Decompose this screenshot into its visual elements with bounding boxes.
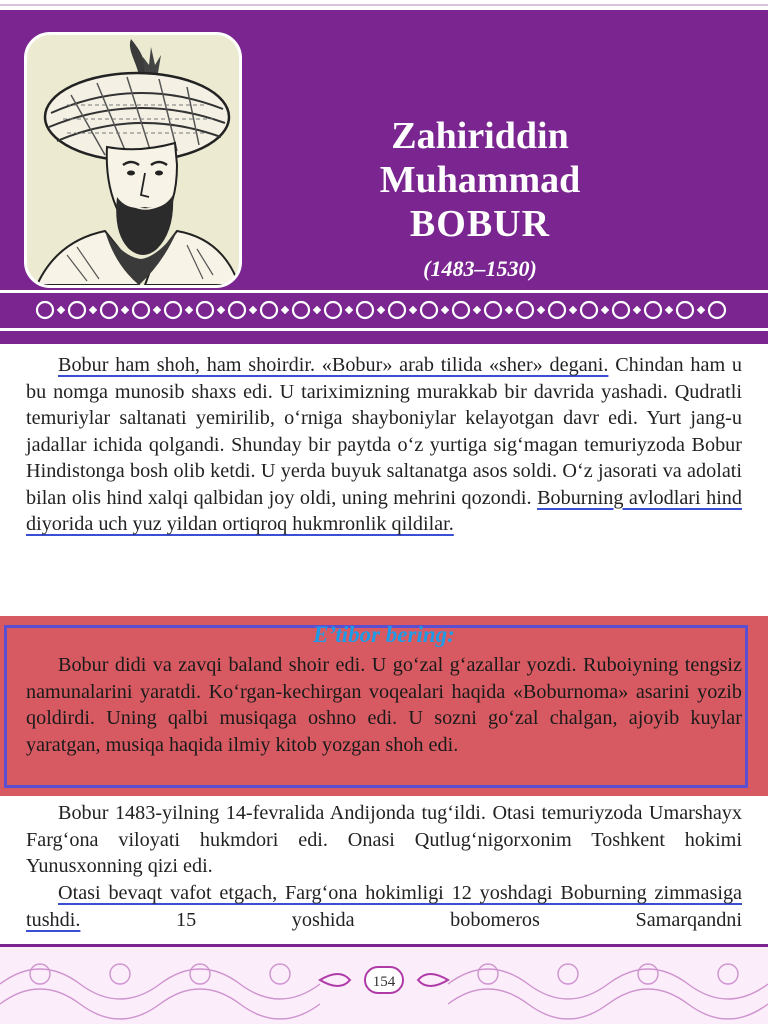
chapter-header [0,10,768,344]
top-rule [0,4,768,6]
header-rule-bottom [0,328,768,331]
intro-underlined-conclusion: Boburning avlodlari hind diyorida uch yuz yildan ortiqroq hukmronlik qildilar. [26,486,742,535]
top-strip [0,0,768,10]
rule-continuation: 15 yoshida bobomeros Samarqandni [80,908,742,931]
attention-title: E’tibor bering: [313,622,455,647]
bobur-portrait [24,32,242,288]
title-surname: BOBUR [409,203,551,245]
header-rule-top [0,290,768,293]
intro-paragraph [26,352,742,538]
title-middle-name: Muhammad [379,159,581,201]
page-number: 154 [364,966,404,994]
attention-text: Bobur didi va zavqi baland shoir edi. U go‘zal g‘azallar yozdi. Ruboiyning tengsiz namunalarini yaratdi. Ko‘rgan-kechirgan voqealari haqida «Boburnoma» asarini yozib qoldirdi. Uning qalbi musiqaga oshno edi. U sozni go‘zal chalgan, ajoyib kuylar yaratgan, musiqa haqida ilmiy kitob yozgan shoh edi. [26,654,742,756]
rule-paragraph [26,880,742,933]
life-years: (1483–1530) [423,256,537,281]
ornament-border [30,295,740,325]
footer-rule [0,944,768,947]
intro-body-text: Chindan ham u bu nomga munosib shaxs edi. U tariximizning murakkab bir davrida yashadi. Qudratli temuriylar saltanati yemirilib, o‘rniga shayboniylar kelayotgan davr edi. Yurt jang-u jadallar ichida qolgandi. Shunday bir paytda o‘z yurtiga sig‘magan temuriyzoda Bobur Hindistonga bosh olib ketdi. U yerda buyuk saltanatga asos soldi. O‘z jasorati va adolati bilan olis hind xalqi qalbidan joy oldi, uning mehrini qozondi. [26,354,743,509]
attention-box [0,616,768,796]
title-first-name: Zahiriddin [391,115,569,157]
portrait-illustration [27,35,239,285]
intro-underlined-sentence: Bobur ham shoh, ham shoirdir. «Bobur» arab tilida «sher» degani. [58,354,609,376]
birth-paragraph: Bobur 1483-yilning 14-fevralida Andijonda tug‘ildi. Otasi temuriyzoda Umarshayx Farg‘ona viloyati hukmdori edi. Onasi Qutlug‘nigorxonim Toshkent hokimi Yunusxonning qizi edi. [26,802,742,877]
rule-underlined-sentence: Otasi bevaqt vafot etgach, Farg‘ona hokimligi 12 yoshdagi Boburning zimmasiga tushdi. [26,882,742,931]
